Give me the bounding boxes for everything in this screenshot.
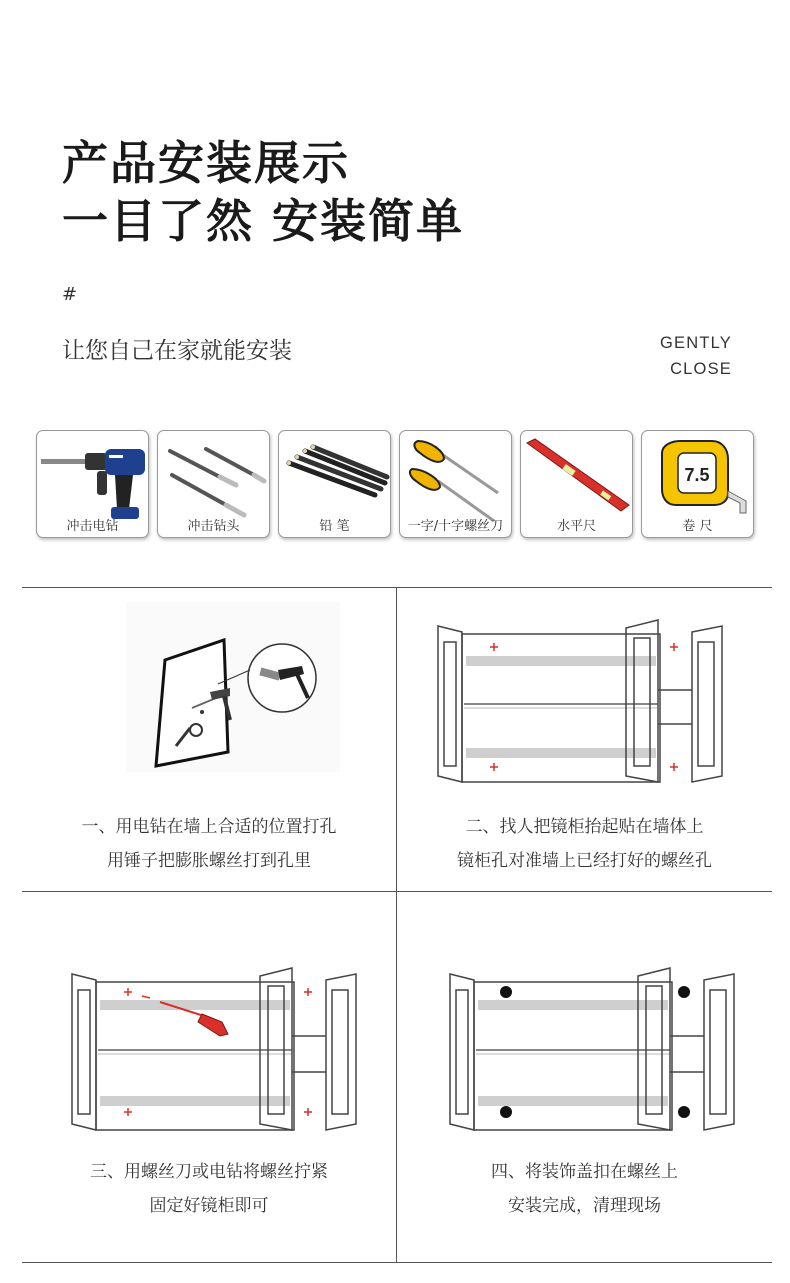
grid-middle-line (22, 891, 772, 892)
wall-drilling-illustration (120, 600, 350, 780)
cabinet-mounting-illustration (430, 618, 730, 788)
tool-card-drill-bits (157, 430, 270, 538)
tool-label: 一字/十字螺丝刀 (407, 519, 504, 534)
tool-label: 铅 笔 (319, 519, 350, 534)
step-1-line-1: 一、用电钻在墙上合适的位置打孔 (81, 817, 337, 837)
tagline-line-2: CLOSE (670, 360, 732, 378)
step-2-line-2: 镜柜孔对准墙上已经打好的螺丝孔 (457, 851, 712, 871)
tape-brand-text: 7.5 (684, 465, 710, 485)
step-2-caption (397, 810, 772, 878)
tool-card-pencils (278, 430, 391, 538)
tool-card-spirit-level (520, 430, 633, 538)
step-1-line-2: 用锤子把膨胀螺丝打到孔里 (107, 851, 311, 871)
tool-card-screwdrivers (399, 430, 512, 538)
tool-card-hammer-drill (36, 430, 149, 538)
hash-mark: # (62, 284, 78, 305)
step-1-caption (22, 810, 396, 878)
step-3-caption (22, 1155, 396, 1223)
step-3-line-2: 固定好镜柜即可 (149, 1196, 269, 1216)
page-title-line-2: 一目了然 安装简单 (62, 194, 465, 248)
english-tagline (660, 330, 732, 382)
tagline-line-1: GENTLY (660, 334, 732, 352)
subtitle: 让您自己在家就能安装 (62, 338, 292, 364)
tool-label: 冲击电钻 (66, 519, 119, 534)
tool-card-tape-measure (641, 430, 754, 538)
tool-label: 卷 尺 (682, 519, 713, 534)
step-4-caption (397, 1155, 772, 1223)
tool-label: 水平尺 (556, 519, 596, 534)
step-4-line-2: 安装完成，清理现场 (508, 1196, 661, 1216)
page-title-line-1: 产品安装展示 (62, 136, 350, 190)
decorative-cap-illustration (442, 964, 742, 1136)
tool-label: 冲击钻头 (187, 519, 240, 534)
grid-bottom-line (22, 1262, 772, 1263)
step-2-line-1: 二、找人把镜柜抬起贴在墙体上 (465, 817, 704, 837)
grid-top-line (22, 587, 772, 588)
step-3-line-1: 三、用螺丝刀或电钻将螺丝拧紧 (90, 1162, 328, 1182)
step-4-line-1: 四、将装饰盖扣在螺丝上 (491, 1162, 678, 1182)
screw-tightening-illustration (64, 964, 364, 1136)
